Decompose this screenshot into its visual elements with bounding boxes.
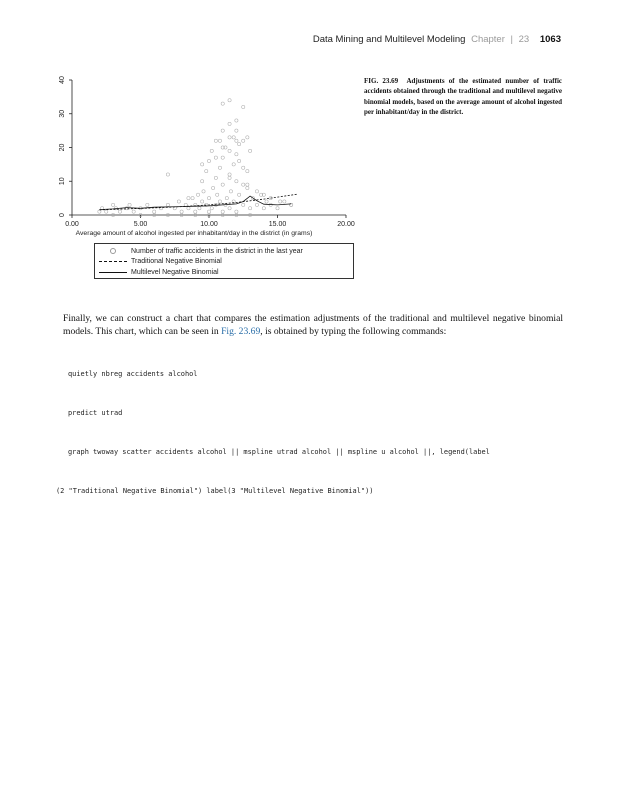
data-point [218, 200, 221, 203]
data-point [228, 99, 231, 102]
data-point [212, 186, 215, 189]
data-point [238, 193, 241, 196]
data-point [228, 176, 231, 179]
data-point [146, 203, 149, 206]
data-point [221, 156, 224, 159]
data-point [235, 210, 238, 213]
data-point [198, 207, 201, 210]
data-point [221, 210, 224, 213]
separator: | [510, 34, 513, 45]
data-point [246, 186, 249, 189]
data-point [229, 190, 232, 193]
paragraph-text-end: , is obtained by typing the following commands: [260, 325, 447, 337]
data-point [196, 193, 199, 196]
legend-key-dashed-line [99, 258, 127, 266]
data-point [187, 197, 190, 200]
code-line: (2 "Traditional Negative Binomial") label(3 "Multilevel Negative Binomial")) [56, 487, 374, 495]
data-point [235, 153, 238, 156]
data-point [194, 210, 197, 213]
data-point [276, 207, 279, 210]
data-point [246, 170, 249, 173]
data-point [232, 163, 235, 166]
data-point [191, 197, 194, 200]
paragraph-text-start: Finally, we can construct a chart that compares the estimation adjustments of the traditional and multilevel negative binomial models. This chart, which can be seen in [63, 313, 563, 337]
data-point [132, 210, 135, 213]
x-axis-title: Average amount of alcohol ingested per inhabitant/day in the district (in grams) [75, 230, 313, 237]
x-tick-label: 20.00 [337, 221, 355, 228]
data-point [214, 176, 217, 179]
data-point [218, 166, 221, 169]
code-line: predict utrad [68, 409, 123, 417]
data-point [125, 207, 128, 210]
x-tick-label: 15.00 [268, 221, 287, 228]
legend-label-traditional: Traditional Negative Binomial [131, 258, 222, 266]
running-title: Data Mining and Multilevel Modeling [312, 34, 466, 45]
data-point [166, 173, 169, 176]
data-point [249, 207, 252, 210]
data-point [218, 139, 221, 142]
data-point [235, 119, 238, 122]
data-point [166, 203, 169, 206]
data-point [225, 197, 228, 200]
data-point [216, 193, 219, 196]
data-point [255, 203, 258, 206]
data-point [249, 149, 252, 152]
figure-label: FIG. 23.69 [364, 77, 399, 85]
y-tick-label: 40 [59, 76, 66, 84]
data-point [279, 200, 282, 203]
code-line: quietly nbreg accidents alcohol [68, 370, 198, 378]
legend-entry-multilevel [99, 267, 349, 278]
data-point [235, 129, 238, 132]
data-point [177, 200, 180, 203]
running-head [313, 34, 561, 45]
figure-caption [364, 76, 562, 118]
data-point [128, 203, 131, 206]
data-point [228, 136, 231, 139]
figure-reference-link[interactable]: Fig. 23.69 [221, 325, 261, 337]
data-point [262, 207, 265, 210]
data-point [246, 136, 249, 139]
legend-key-circle [99, 247, 127, 255]
data-point [228, 122, 231, 125]
data-point [228, 173, 231, 176]
legend-entry-scatter [99, 246, 349, 257]
body-paragraph [63, 313, 563, 338]
y-tick-label: 30 [59, 109, 66, 118]
figure-chart [52, 70, 357, 242]
data-point [207, 159, 210, 162]
data-point [210, 207, 213, 210]
legend-key-solid-line [99, 268, 127, 276]
legend-entry-traditional [99, 257, 349, 268]
data-point [180, 210, 183, 213]
data-point [214, 139, 217, 142]
data-point [201, 200, 204, 203]
data-point [246, 183, 249, 186]
data-point [187, 207, 190, 210]
data-point [265, 200, 268, 203]
legend-label-multilevel: Multilevel Negative Binomial [131, 268, 219, 276]
x-tick-label: 10.00 [200, 221, 218, 228]
data-point [201, 180, 204, 183]
chapter-number: 23 [518, 34, 530, 45]
data-point [235, 180, 238, 183]
data-point [242, 203, 245, 206]
data-point [242, 139, 245, 142]
data-point [221, 129, 224, 132]
y-tick-label: 0 [59, 213, 66, 217]
data-point [214, 156, 217, 159]
page-number: 1063 [539, 34, 561, 45]
data-point [255, 190, 258, 193]
data-point [238, 143, 241, 146]
data-point [118, 210, 121, 213]
data-point [242, 183, 245, 186]
code-block [56, 342, 490, 511]
data-point [283, 200, 286, 203]
data-point [221, 102, 224, 105]
chapter-label: Chapter [471, 34, 505, 45]
y-tick-label: 20 [59, 143, 66, 152]
data-point [105, 210, 108, 213]
data-point [235, 139, 238, 142]
legend-label-scatter: Number of traffic accidents in the district in the last year [131, 247, 303, 255]
x-tick-label: 0.00 [65, 221, 79, 228]
data-point [207, 197, 210, 200]
data-point [242, 105, 245, 108]
data-point [153, 210, 156, 213]
data-point [201, 163, 204, 166]
data-point [214, 203, 217, 206]
data-point [112, 203, 115, 206]
data-point [207, 210, 210, 213]
data-point [228, 149, 231, 152]
data-point [238, 159, 241, 162]
data-point [210, 149, 213, 152]
data-point [221, 183, 224, 186]
figure-caption-text: Adjustments of the estimated number of traffic accidents obtained through the traditional and multilevel negative binomial models, based on the average amount of alcohol ingested per inhabitant/day in the district. [364, 77, 562, 117]
data-point [242, 166, 245, 169]
data-point [98, 210, 101, 213]
data-point [228, 207, 231, 210]
chart-legend [94, 243, 354, 279]
data-point [205, 170, 208, 173]
code-line: graph twoway scatter accidents alcohol || mspline utrad alcohol || mspline u alcohol ||, legend(label [68, 448, 490, 456]
data-point [202, 190, 205, 193]
x-tick-label: 5.00 [133, 221, 148, 228]
y-tick-label: 10 [59, 177, 66, 186]
data-point [232, 136, 235, 139]
